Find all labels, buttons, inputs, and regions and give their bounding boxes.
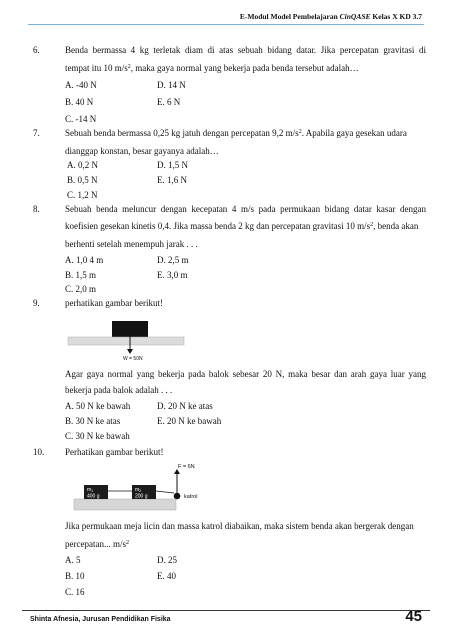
q6-option-e: E. 6 N (157, 97, 181, 107)
q10-option-a: A. 5 (65, 555, 81, 565)
q7-text-line1: Sebuah benda bermassa 0,25 kg jatuh dengan percepatan 9,2 $m/s^2$. Apabila gaya gesekan udara (65, 128, 407, 138)
q9-text-line2: bekerja pada balok adalah . . . (65, 385, 173, 395)
q9-text-line1: Agar gaya normal yang bekerja pada balok sebesar 20 N, maka besar dan arah gaya luar yang (65, 369, 426, 379)
q8-number: 8. (33, 204, 40, 214)
q6-text-line1: Benda bermassa 4 kg terletak diam di atas sebuah bidang datar. Jika percepatan gravitasi di (65, 45, 426, 55)
q10-table (74, 499, 176, 510)
q8-option-c: C. 2,0 m (65, 284, 97, 294)
q10-text-line2: percepatan... $m/s^2$ (65, 539, 129, 549)
q6-number: 6. (33, 45, 40, 55)
footer-author: Shinta Afnesia, Jurusan Pendidikan Fisika (30, 616, 171, 623)
q6-option-d: D. 14 N (157, 80, 186, 90)
q9-option-b: B. 30 N ke atas (65, 416, 121, 426)
q6-text-line2: tempat itu 10 $m/s^2$, maka gaya normal yang bekerja pada benda tersebut adalah… (65, 63, 359, 73)
q8-option-b: B. 1,5 m (65, 270, 97, 280)
q10-force-label: F = 6N (178, 464, 195, 470)
q9-surface (68, 337, 184, 345)
q8-text-line1: Sebuah benda meluncur dengan kecepatan 4 m/s pada permukaan bidang datar kasar dengan (65, 204, 426, 214)
q6-option-a: A. -40 N (65, 80, 97, 90)
page-header: E-Modul Model Pembelajaran CinQASE Kelas X KD 3.7 (239, 12, 422, 21)
q8-option-e: E. 3,0 m (157, 270, 188, 280)
q8-option-d: D. 2,5 m (157, 255, 189, 265)
q7-text-line2: dianggap konstan, besar gayanya adalah… (65, 146, 219, 156)
q10-m1-mass: 400 g (87, 493, 100, 500)
q6-option-c: C. -14 N (65, 114, 97, 124)
q10-number: 10. (33, 447, 45, 457)
q7-option-c: C. 1,2 N (67, 190, 98, 200)
q9-weight-label: W = 50N (123, 356, 143, 362)
q9-option-e: E. 20 N ke bawah (157, 416, 222, 426)
q9-number: 9. (33, 298, 40, 308)
q10-m2-mass: 200 g (135, 493, 148, 500)
q10-figure (70, 460, 230, 512)
q8-option-a: A. 1,0 4 m (65, 255, 104, 265)
q7-option-d: D. 1,5 N (157, 160, 188, 170)
q7-option-a: A. 0,2 N (67, 160, 98, 170)
q9-option-a: A. 50 N ke bawah (65, 401, 131, 411)
q10-option-b: B. 10 (65, 571, 85, 581)
q10-text-line1: Jika permukaan meja licin dan massa katrol diabaikan, maka sistem benda akan bergerak dengan (65, 521, 414, 531)
q9-option-c: C. 30 N ke bawah (65, 431, 130, 441)
footer-rule (22, 610, 430, 611)
q10-m1-label: $m_1$ (87, 487, 94, 493)
q10-option-d: D. 25 (157, 555, 177, 565)
q10-pulley-label: katrol (184, 494, 198, 500)
q6-option-b: B. 40 N (65, 97, 94, 107)
page-number: 45 (405, 608, 422, 625)
q7-option-e: E. 1,6 N (157, 175, 187, 185)
q10-m2-label: $m_2$ (135, 487, 142, 493)
header-rule (28, 24, 424, 25)
q9-option-d: D. 20 N ke atas (157, 401, 213, 411)
q8-text-line2: koefisien gesekan kinetis 0,4. Jika massa benda 2 kg dan percepatan gravitasi 10 $m/s^2$, benda akan (65, 221, 419, 231)
q10-option-e: E. 40 (157, 571, 176, 581)
q9-intro: perhatikan gambar berikut! (65, 298, 163, 308)
q8-text-line3: berhenti setelah menempuh jarak . . . (65, 239, 198, 249)
q9-figure (66, 318, 186, 362)
q10-intro: Perhatikan gambar berikut! (65, 447, 164, 457)
q10-option-c: C. 16 (65, 587, 85, 597)
q7-option-b: B. 0,5 N (67, 175, 98, 185)
q10-pulley-icon (174, 493, 181, 500)
q7-number: 7. (33, 128, 40, 138)
